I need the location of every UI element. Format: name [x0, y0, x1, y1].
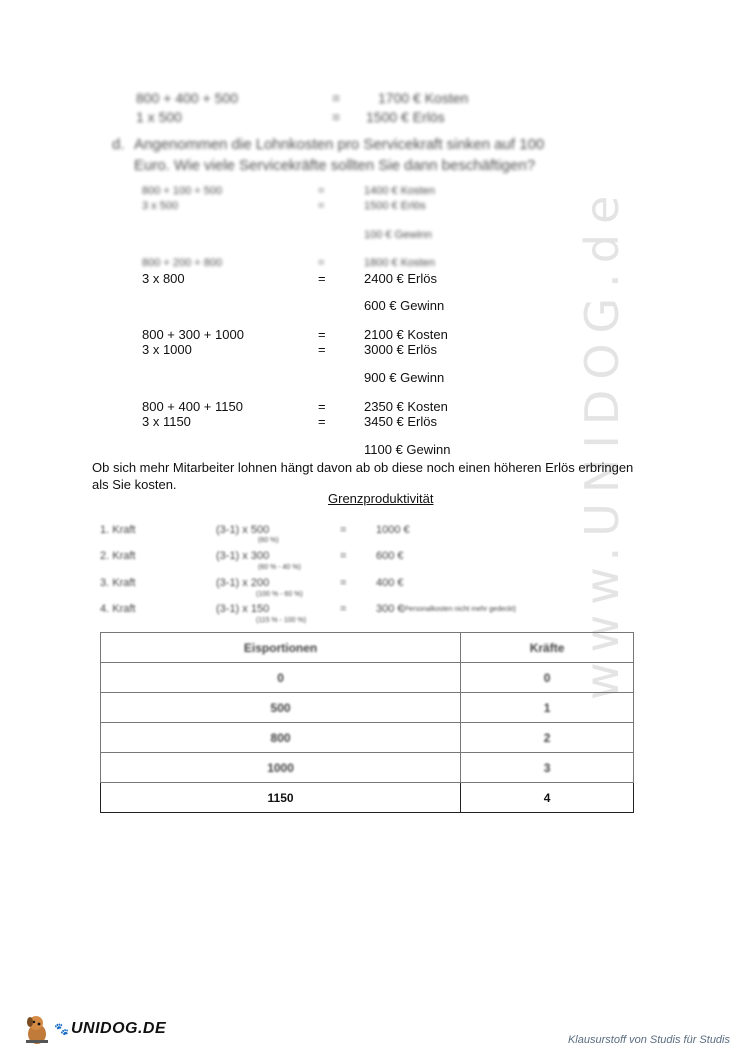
table-cell: 4 [461, 783, 634, 813]
marginal-label: 2. Kraft [100, 550, 136, 562]
calc-result: 1500 € Erlös [364, 200, 426, 212]
watermark: www.UNIDOG.de [575, 185, 629, 700]
table-row [101, 693, 634, 723]
marginal-eq: = [340, 577, 347, 589]
table-cell: 800 [101, 723, 461, 753]
top-eq-2: = [332, 109, 341, 125]
marginal-eq: = [340, 550, 347, 562]
calc-result: 3000 € Erlös [364, 342, 437, 357]
paragraph-line-2: als Sie kosten. [92, 477, 177, 492]
unidog-logo [22, 1012, 166, 1046]
table-row [101, 723, 634, 753]
calc-gain: 900 € Gewinn [364, 370, 445, 385]
calc-expr: 800 + 300 + 1000 [142, 327, 244, 342]
calc-expr: 800 + 200 + 800 [142, 257, 223, 269]
calc-gain: 600 € Gewinn [364, 298, 445, 313]
marginal-formula: (3-1) x 500 [216, 524, 270, 536]
top-expr-2: 1 x 500 [136, 109, 182, 125]
table-row [101, 663, 634, 693]
calc-gain: 1100 € Gewinn [364, 442, 451, 457]
marginal-note: (60 %) [258, 537, 279, 544]
marginal-note: (100 % - 60 %) [256, 591, 303, 598]
top-eq-1: = [332, 90, 341, 106]
calc-expr: 3 x 1150 [142, 414, 191, 429]
question-marker: d. [112, 136, 125, 153]
table-cell: 500 [101, 693, 461, 723]
calc-eq: = [318, 200, 325, 212]
logo-text: UNIDOG.DE [70, 1020, 167, 1037]
dog-mascot-icon [22, 1012, 52, 1046]
calc-expr: 3 x 1000 [142, 342, 192, 357]
table-cell: 0 [101, 663, 461, 693]
table-row [101, 753, 634, 783]
calc-eq: = [318, 257, 325, 269]
top-res-2: 1500 € Erlös [366, 109, 445, 125]
calc-result: 2350 € Kosten [364, 399, 448, 414]
calc-eq: = [318, 185, 325, 197]
calc-result: 1800 € Kosten [364, 257, 435, 269]
marginal-value: 600 € [376, 550, 404, 562]
top-expr-1: 800 + 400 + 500 [136, 90, 238, 106]
calc-expr: 800 + 100 + 500 [142, 185, 223, 197]
marginal-value: 1000 € [376, 524, 410, 536]
calc-eq: = [318, 414, 326, 429]
marginal-eq: = [340, 603, 347, 615]
marginal-note: (115 % - 100 %) [256, 617, 307, 624]
production-table [100, 632, 634, 813]
table-header-portions: Eisportionen [101, 633, 461, 663]
table-row [101, 783, 634, 813]
table-cell: 0 [461, 663, 634, 693]
question-line-1: Angenommen die Lohnkosten pro Servicekraft sinken auf 100 [134, 136, 545, 153]
calc-eq: = [318, 271, 326, 286]
marginal-formula: (3-1) x 200 [216, 577, 270, 589]
marginal-value: 300 € [376, 603, 404, 615]
table-cell: 1000 [101, 753, 461, 783]
calc-result: 3450 € Erlös [364, 414, 437, 429]
marginal-formula: (3-1) x 300 [216, 550, 270, 562]
calc-gain: 100 € Gewinn [364, 229, 432, 241]
calc-result: 2100 € Kosten [364, 327, 448, 342]
question-line-2: Euro. Wie viele Servicekräfte sollten Sie dann beschäftigen? [134, 157, 536, 174]
table-cell: 1150 [101, 783, 461, 813]
marginal-eq: = [340, 524, 347, 536]
table-cell: 3 [461, 753, 634, 783]
marginal-extra: (Personalkosten nicht mehr gedeckt) [402, 606, 516, 613]
calc-eq: = [318, 399, 326, 414]
calc-eq: = [318, 342, 326, 357]
calc-result: 1400 € Kosten [364, 185, 435, 197]
paw-icon: 🐾 [54, 1022, 69, 1036]
section-heading: Grenzproduktivität [328, 491, 434, 506]
paragraph-line-1: Ob sich mehr Mitarbeiter lohnen hängt davon ab ob diese noch einen höheren Erlös erbringen [92, 460, 634, 475]
marginal-label: 3. Kraft [100, 577, 136, 589]
calc-expr: 3 x 800 [142, 271, 185, 286]
calc-expr: 800 + 400 + 1150 [142, 399, 243, 414]
top-res-1: 1700 € Kosten [378, 90, 469, 106]
marginal-note: (60 % - 40 %) [258, 564, 301, 571]
marginal-label: 4. Kraft [100, 603, 136, 615]
table-cell: 1 [461, 693, 634, 723]
marginal-formula: (3-1) x 150 [216, 603, 270, 615]
footer-tagline: Klausurstoff von Studis für Studis [567, 1034, 730, 1046]
table-cell: 2 [461, 723, 634, 753]
calc-eq: = [318, 327, 326, 342]
calc-expr: 3 x 500 [142, 200, 179, 212]
marginal-value: 400 € [376, 577, 404, 589]
marginal-label: 1. Kraft [100, 524, 136, 536]
table-header-workers: Kräfte [461, 633, 634, 663]
calc-result: 2400 € Erlös [364, 271, 437, 286]
